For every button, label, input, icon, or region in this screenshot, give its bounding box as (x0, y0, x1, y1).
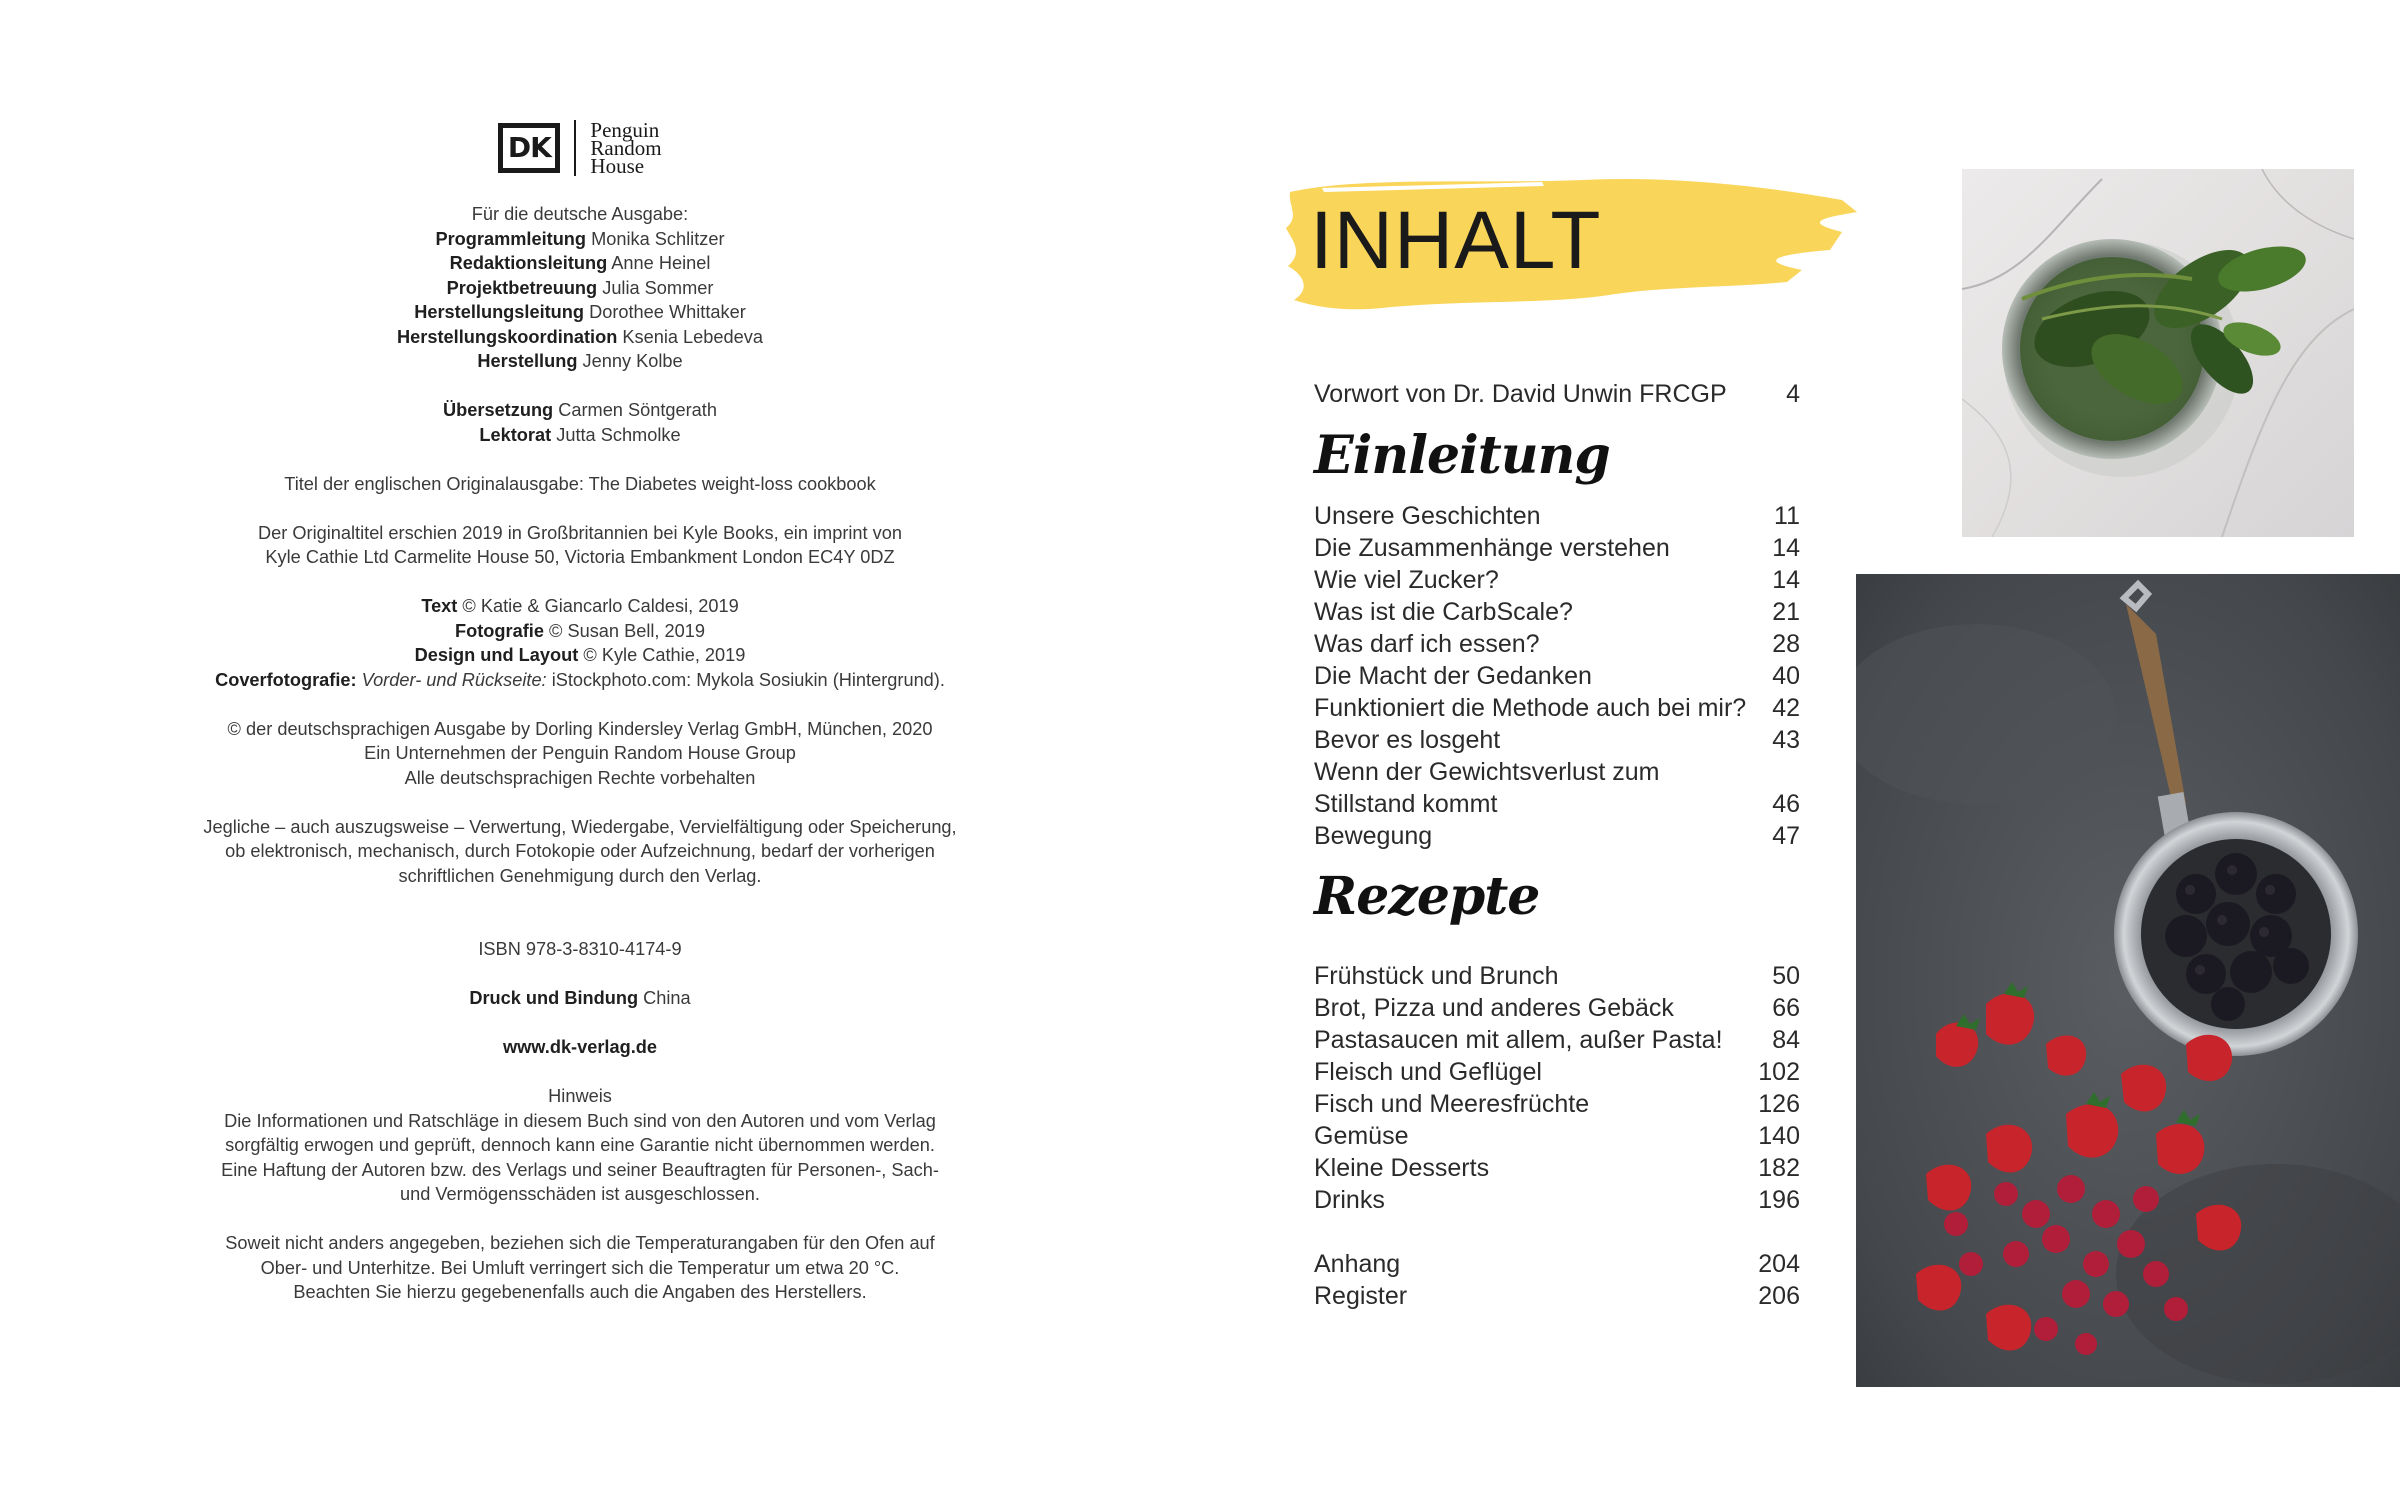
toc-entry: Fisch und Meeresfrüchte 126 (1314, 1090, 1800, 1118)
toc-entry: Bevor es losgeht 43 (1314, 726, 1800, 754)
oven-note: Soweit nicht anders angegeben, beziehen sich die Temperaturangaben für den Ofen auf Ober- und Unterhitze. Bei Umluft verringert sich die Temperatur um etwa 20 °C. Beachten Sie hierzu gegebenenfalls auch die Angaben des Herstellers. (225, 1233, 935, 1302)
contents-heading: INHALT (1310, 195, 1602, 286)
imprint-page (160, 120, 1000, 1329)
german-edition-credits: Für die deutsche Ausgabe: Programmleitung Monika Schlitzer Redaktionsleitung Anne Heinel Projektbetreuung Julia Sommer Herstellungsleitung Dorothee Whittaker Herstellungskoordination Ksenia Lebedeva Herstellung Jenny Kolbe (160, 202, 1000, 374)
toc-entry-line2: Stillstand kommt 46 (1314, 790, 1800, 818)
translation-credits (160, 398, 1000, 447)
disclaimer-note: Hinweis Die Informationen und Ratschläge in diesem Buch sind von den Autoren und vom Verlag sorgfältig erwogen und geprüft, dennoch kann eine Garantie nicht übernommen werden. Eine Haftung der Autoren bzw. des Verlags und seiner Beauftragten für Personen-, Sach- und Vermögensschäden ist ausgeschlossen. (160, 1084, 1000, 1207)
credit-line: Lektorat Jutta Schmolke (479, 424, 681, 445)
toc-entry: Brot, Pizza und anderes Gebäck 66 (1314, 994, 1800, 1022)
toc-entry: Vorwort von Dr. David Unwin FRCGP 4 (1314, 380, 1800, 408)
toc-entry: Gemüse 140 (1314, 1122, 1800, 1150)
credit-line: Text © Katie & Giancarlo Caldesi, 2019 (421, 596, 739, 616)
print-credit: Druck und Bindung China (469, 988, 691, 1008)
section-heading-rezepte: Rezepte (1314, 866, 1540, 927)
toc-entry: Die Macht der Gedanken 40 (1314, 662, 1800, 690)
credit-line: Herstellung Jenny Kolbe (477, 351, 683, 371)
credit-line: Übersetzung Carmen Söntgerath (443, 400, 717, 420)
toc-entry: Wie viel Zucker? 14 (1314, 566, 1800, 594)
toc-entry: Bewegung 47 (1314, 822, 1800, 850)
isbn: ISBN 978-3-8310-4174-9 (478, 939, 682, 959)
credit-line: Fotografie © Susan Bell, 2019 (455, 620, 705, 641)
toc-entry: Kleine Desserts 182 (1314, 1154, 1800, 1182)
original-publisher: Der Originaltitel erschien 2019 in Großbritannien bei Kyle Books, ein imprint von Kyle Cathie Ltd Carmelite House 50, Victoria Embankment London EC4Y 0DZ (258, 522, 902, 567)
toc-entry: Was ist die CarbScale? 21 (1314, 598, 1800, 626)
credit-line: Herstellungsleitung Dorothee Whittaker (414, 302, 746, 322)
toc-entry: Register 206 (1314, 1282, 1800, 1310)
note-title: Hinweis (548, 1086, 612, 1106)
credit-line: Redaktionsleitung Anne Heinel (449, 253, 711, 273)
original-title: Titel der englischen Originalausgabe: The Diabetes weight-loss cookbook (284, 473, 876, 494)
toc-entry: Unsere Geschichten 11 (1314, 502, 1800, 530)
berries-photo (1856, 574, 2400, 1387)
credit-line: Programmleitung Monika Schlitzer (435, 228, 725, 249)
credit-line: Herstellungskoordination Ksenia Lebedeva (397, 326, 763, 347)
publisher-logo (160, 120, 1000, 176)
credit-line: Design und Layout © Kyle Cathie, 2019 (414, 645, 746, 665)
reproduction-notice: Jegliche – auch auszugsweise – Verwertung, Wiedergabe, Vervielfältigung oder Speicherung, ob elektronisch, mechanisch, durch Fotokopie oder Aufzeichnung, bedarf der vorherigen schriftlichen Genehmigung durch den Verlag. (203, 816, 957, 886)
penguin-random-house-logo: Penguin Random House (590, 118, 662, 178)
basil-photo-image (1962, 169, 2354, 537)
copyright-credits (160, 594, 1000, 692)
basil-photo (1962, 169, 2354, 537)
toc-entry: Die Zusammenhänge verstehen 14 (1314, 534, 1800, 562)
toc-entry: Drinks 196 (1314, 1186, 1800, 1214)
credit-line: Projektbetreuung Julia Sommer (446, 277, 714, 298)
toc-entry-line1: Wenn der Gewichtsverlust zum (1314, 758, 1660, 786)
spacer (1314, 1216, 1800, 1248)
toc-entry: Pastasaucen mit allem, außer Pasta! 84 (1314, 1026, 1800, 1054)
berries-photo-image (1856, 574, 2400, 1387)
cover-credit: Coverfotografie: Vorder- und Rückseite: iStockphoto.com: Mykola Sosiukin (Hintergrund). (215, 669, 945, 690)
table-of-contents (1314, 378, 1800, 1312)
section-heading-einleitung: Einleitung (1314, 425, 1610, 486)
toc-entry: Fleisch und Geflügel 102 (1314, 1058, 1800, 1086)
toc-entry: Anhang 204 (1314, 1250, 1800, 1278)
toc-entry: Frühstück und Brunch 50 (1314, 962, 1800, 990)
toc-entry: Funktioniert die Methode auch bei mir? 42 (1314, 694, 1800, 722)
german-rights: © der deutschsprachigen Ausgabe by Dorling Kindersley Verlag GmbH, München, 2020 Ein Unternehmen der Penguin Random House Group Alle deutschsprachigen Rechte vorbehalten (227, 718, 933, 788)
logo-divider (574, 120, 576, 176)
toc-entry: Was darf ich essen? 28 (1314, 630, 1800, 658)
dk-logo-icon: DK (498, 123, 560, 173)
website: www.dk-verlag.de (503, 1037, 657, 1057)
